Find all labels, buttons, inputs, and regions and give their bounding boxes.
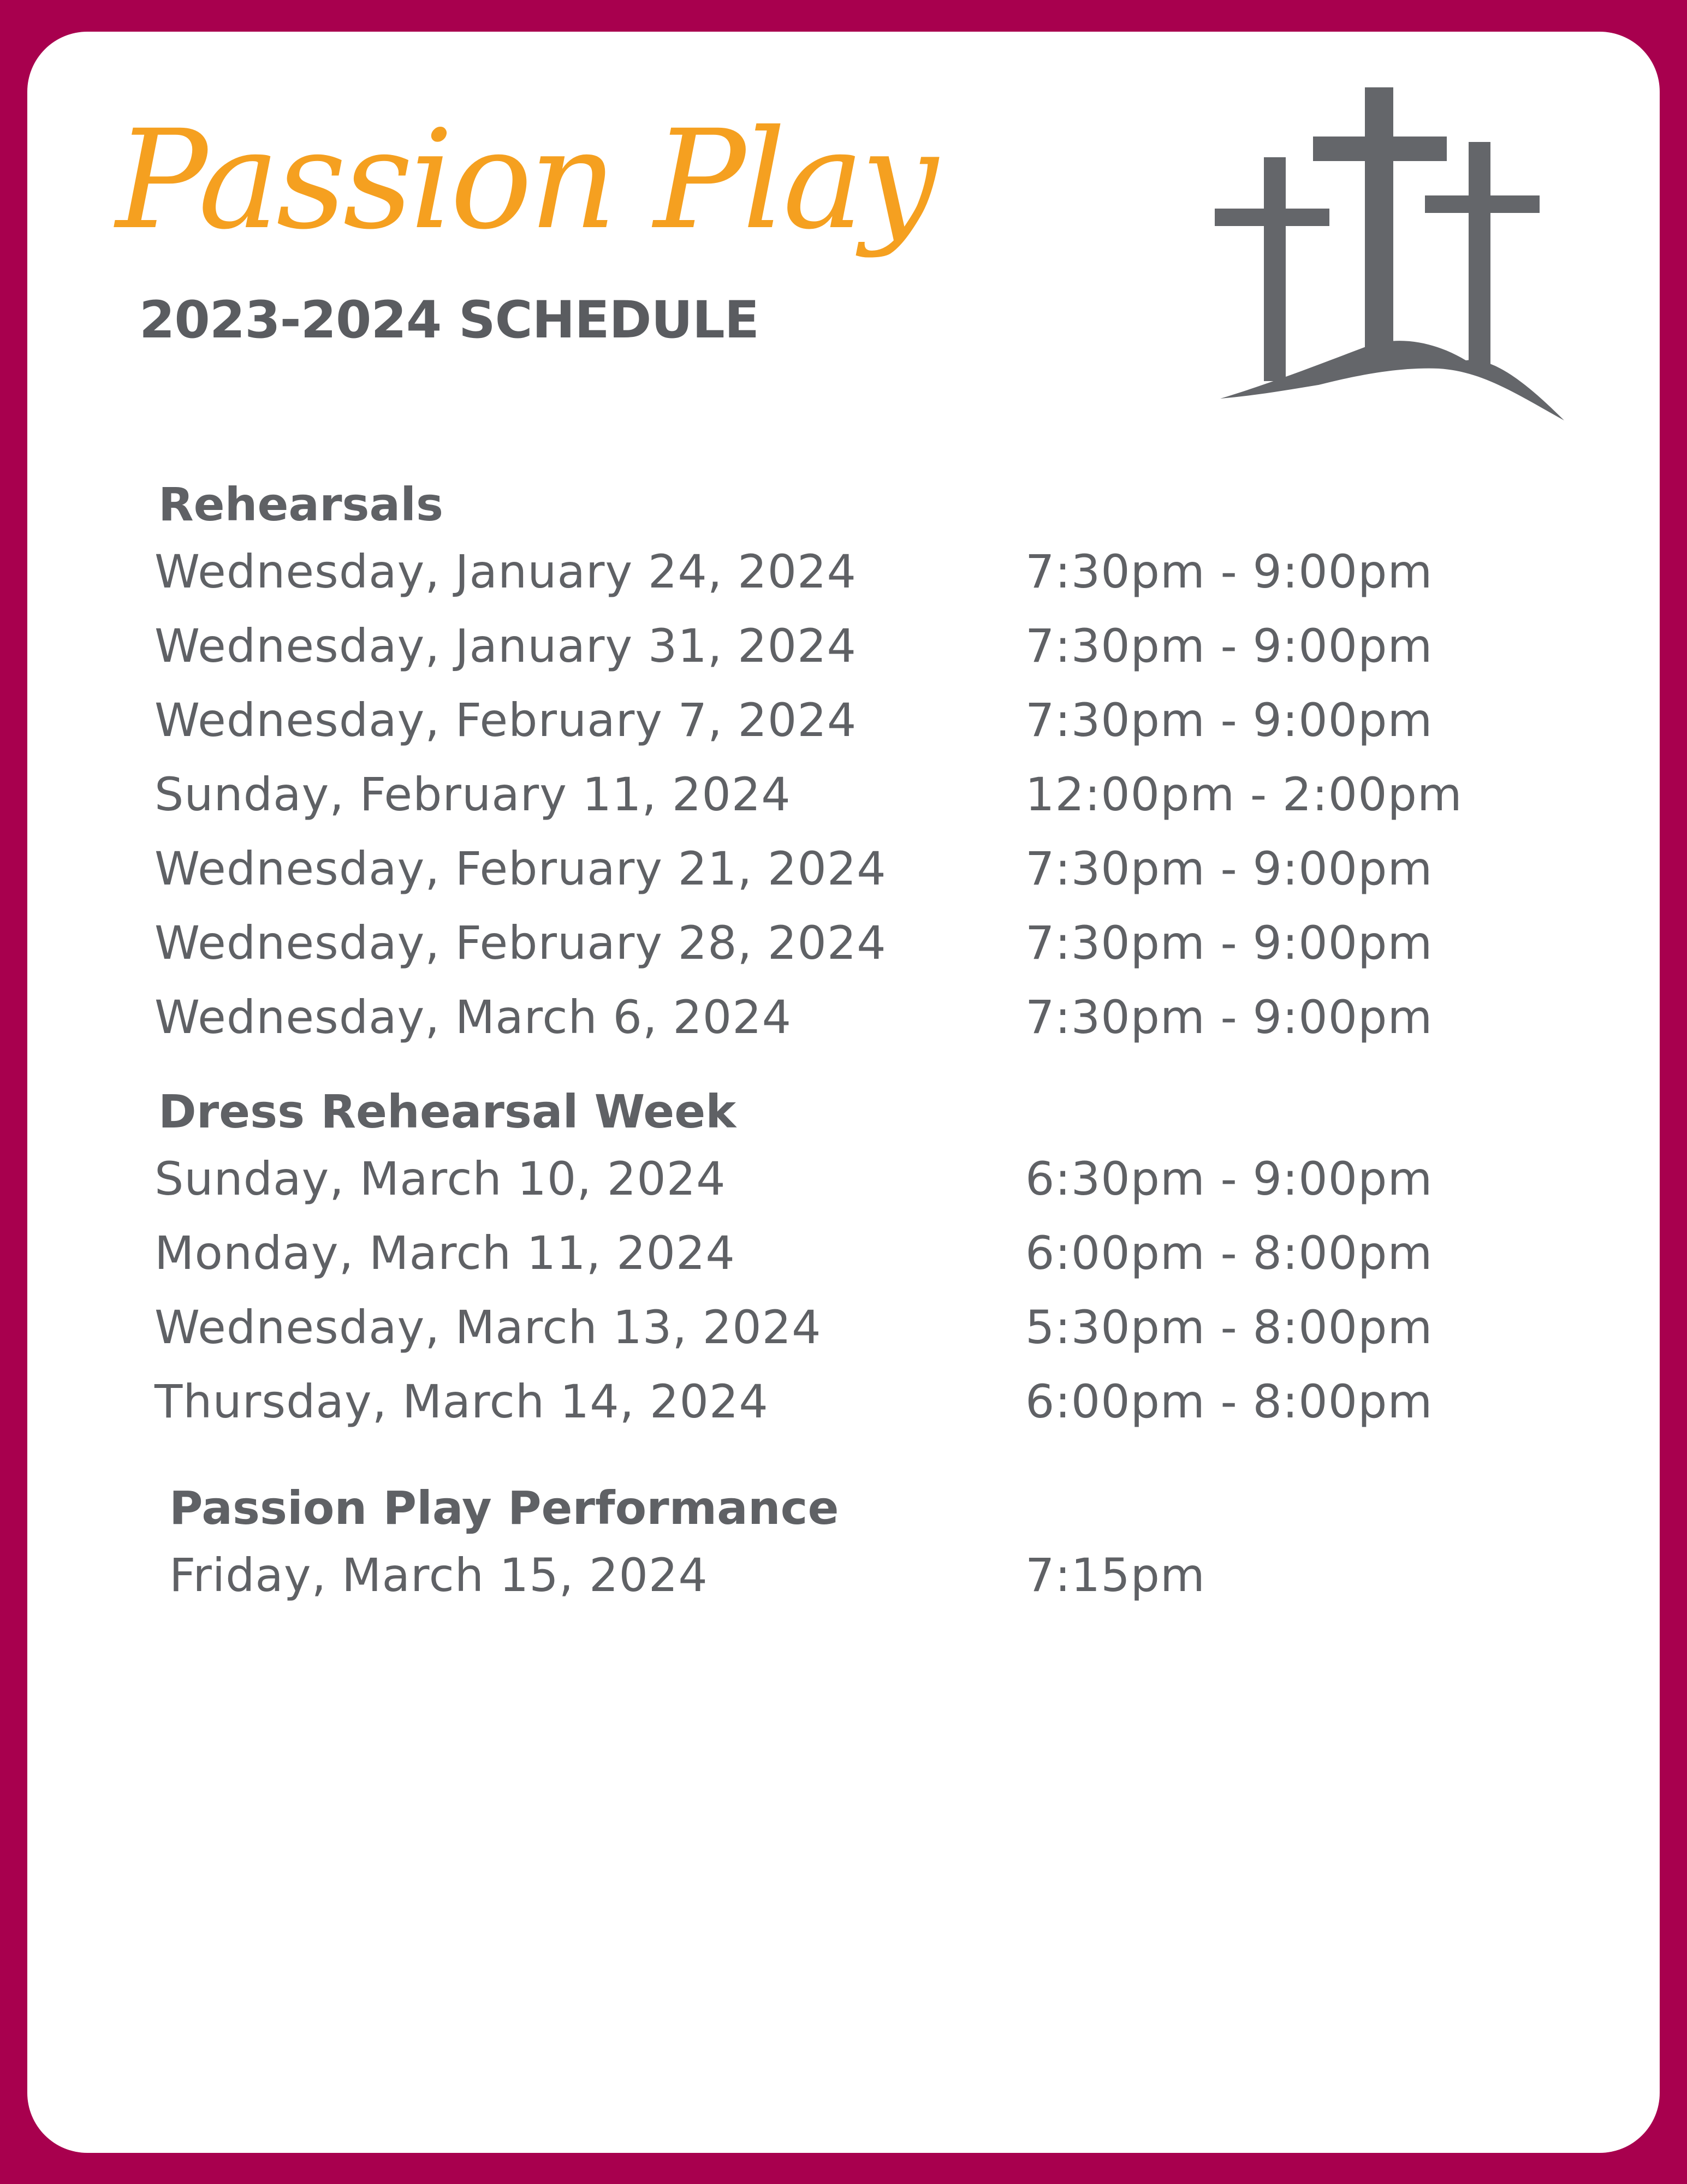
dress-rehearsal-date: Thursday, March 14, 2024 xyxy=(155,1375,769,1428)
rehearsal-date: Wednesday, January 31, 2024 xyxy=(155,619,857,673)
rehearsal-time: 7:30pm - 9:00pm xyxy=(1025,693,1433,747)
page-subtitle: 2023-2024 SCHEDULE xyxy=(139,290,759,350)
rehearsal-time: 7:30pm - 9:00pm xyxy=(1025,990,1433,1044)
rehearsal-time: 7:30pm - 9:00pm xyxy=(1025,619,1433,673)
section-title-performance: Passion Play Performance xyxy=(169,1481,839,1535)
rehearsal-date: Wednesday, January 24, 2024 xyxy=(155,545,857,598)
performance-time: 7:15pm xyxy=(1025,1548,1205,1602)
rehearsal-date: Wednesday, February 28, 2024 xyxy=(155,916,887,970)
rehearsal-date: Wednesday, March 6, 2024 xyxy=(155,990,792,1044)
section-title-dress-rehearsal: Dress Rehearsal Week xyxy=(158,1085,736,1138)
rehearsal-time: 7:30pm - 9:00pm xyxy=(1025,842,1433,895)
performance-date: Friday, March 15, 2024 xyxy=(169,1548,708,1602)
rehearsal-date: Wednesday, February 21, 2024 xyxy=(155,842,887,895)
section-title-rehearsals: Rehearsals xyxy=(158,478,444,531)
dress-rehearsal-date: Monday, March 11, 2024 xyxy=(155,1226,735,1280)
dress-rehearsal-time: 5:30pm - 8:00pm xyxy=(1025,1301,1433,1354)
rehearsal-time: 7:30pm - 9:00pm xyxy=(1025,545,1433,598)
rehearsal-date: Sunday, February 11, 2024 xyxy=(155,768,791,821)
rehearsal-date: Wednesday, February 7, 2024 xyxy=(155,693,857,747)
dress-rehearsal-date: Sunday, March 10, 2024 xyxy=(155,1152,726,1206)
dress-rehearsal-date: Wednesday, March 13, 2024 xyxy=(155,1301,822,1354)
dress-rehearsal-time: 6:00pm - 8:00pm xyxy=(1025,1375,1433,1428)
rehearsal-time: 12:00pm - 2:00pm xyxy=(1025,768,1463,821)
dress-rehearsal-time: 6:30pm - 9:00pm xyxy=(1025,1152,1433,1206)
dress-rehearsal-time: 6:00pm - 8:00pm xyxy=(1025,1226,1433,1280)
rehearsal-time: 7:30pm - 9:00pm xyxy=(1025,916,1433,970)
three-crosses-icon xyxy=(1209,87,1570,426)
page-title: Passion Play xyxy=(116,100,935,259)
